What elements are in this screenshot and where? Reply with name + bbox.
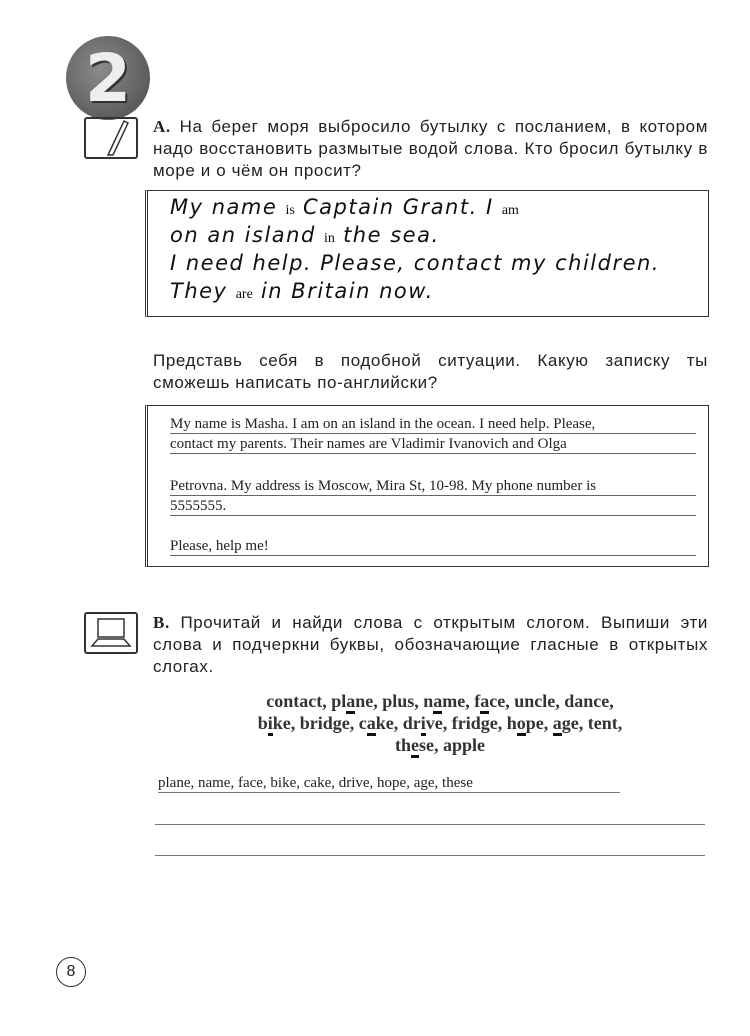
word-part: bridge (299, 713, 350, 733)
filled-word: are (235, 287, 253, 302)
word-part: ke (375, 713, 394, 733)
printed-text: on an island (170, 223, 316, 247)
word (452, 713, 498, 733)
word (258, 713, 291, 736)
word (266, 691, 322, 711)
underlined-vowel: a (553, 713, 562, 736)
word-part: ne (355, 691, 374, 711)
word (403, 713, 443, 736)
word-part: uncle (514, 691, 556, 711)
page-number: 8 (56, 957, 86, 987)
word-part: contact (266, 691, 323, 711)
word-part: apple (443, 735, 486, 755)
underlined-vowel: i (421, 713, 426, 736)
exercise-number-badge: 2 (66, 36, 150, 120)
word-part: n (423, 691, 434, 711)
word-part: ke (272, 713, 291, 733)
word-part: plus (382, 691, 415, 711)
note-line (170, 279, 434, 303)
pencil-write-icon (84, 117, 138, 159)
word (564, 691, 609, 711)
note-line (170, 195, 519, 219)
word (507, 713, 544, 736)
underlined-vowel: a (480, 691, 489, 714)
word-part: f (474, 691, 481, 711)
word-part: h (506, 713, 517, 733)
answer-line (155, 855, 705, 856)
student-note (145, 405, 709, 567)
word-part: ge (561, 713, 579, 733)
word (588, 713, 618, 733)
word (395, 735, 434, 758)
underlined-vowel: i (268, 713, 273, 736)
word (474, 691, 505, 714)
word (553, 713, 579, 736)
word-part: ce (489, 691, 506, 711)
printed-text: They (170, 279, 228, 303)
laptop-icon (84, 612, 138, 654)
word (443, 735, 485, 755)
word-part: dr (402, 713, 421, 733)
word-row: contact, plane, plus, name, face, uncle, dance, (150, 690, 730, 712)
underlined-vowel: a (346, 691, 355, 714)
task-a-instructions: A. На берег моря выбросило бутылку с посланием, в котором надо восстановить размытые водой слова. Кто бросил бутылку в море и о чём он просит? (153, 117, 708, 180)
filled-word: is (285, 203, 295, 218)
printed-text: My name (170, 195, 278, 219)
word-part: b (257, 713, 268, 733)
underlined-vowel: e (411, 735, 419, 758)
answer-line-text: 5555555. (170, 498, 696, 516)
word-row: these, apple (150, 734, 730, 756)
word (423, 691, 465, 714)
word-part: pe (525, 713, 544, 733)
word-part: pl (331, 691, 347, 711)
answer-line (155, 824, 705, 825)
word-row: bike, bridge, cake, drive, fridge, hope, age, tent, (150, 712, 730, 734)
filled-word: in (324, 231, 335, 246)
printed-text: Captain Grant. I (303, 195, 494, 219)
word (331, 691, 373, 714)
word-part: me (442, 691, 466, 711)
underlined-vowel: a (433, 691, 442, 714)
answer-line-text: Petrovna. My address is Moscow, Mira St, 10-98. My phone number is (170, 478, 696, 496)
underlined-vowel: a (367, 713, 376, 736)
word (382, 691, 414, 711)
word-part: dance (564, 691, 610, 711)
answer-line-text: contact my parents. Their names are Vladimir Ivanovich and Olga (170, 436, 696, 454)
note-line (170, 251, 660, 275)
task-b-answer: plane, name, face, bike, cake, drive, hope, age, these (158, 775, 620, 793)
word-part: fridge (451, 713, 498, 733)
task-b-instructions: B. Прочитай и найди слова с открытым слогом. Выпиши эти слова и подчеркни буквы, обозначающие гласные в открытых слогах. (153, 613, 709, 676)
word-part: tent (587, 713, 618, 733)
word (300, 713, 350, 733)
answer-line-text: Please, help me! (170, 538, 696, 556)
answer-line-text: My name is Masha. I am on an island in the ocean. I need help. Please, (170, 416, 696, 434)
printed-text: I need help. Please, contact my children. (170, 251, 660, 275)
word-part: c (358, 713, 367, 733)
note-line (170, 223, 440, 247)
underlined-vowel: o (517, 713, 526, 736)
word-list (150, 690, 730, 756)
captain-grant-note (145, 190, 709, 317)
printed-text: in Britain now. (260, 279, 434, 303)
filled-word: am (501, 203, 519, 218)
word (514, 691, 555, 711)
word-part: ve (425, 713, 443, 733)
word-part: th (394, 735, 411, 755)
task-a-question: Представь себя в подобной ситуации. Какую записку ты сможешь написать по-английски? (153, 351, 708, 392)
printed-text: the sea. (343, 223, 440, 247)
word-part: se (419, 735, 434, 755)
word (359, 713, 394, 736)
